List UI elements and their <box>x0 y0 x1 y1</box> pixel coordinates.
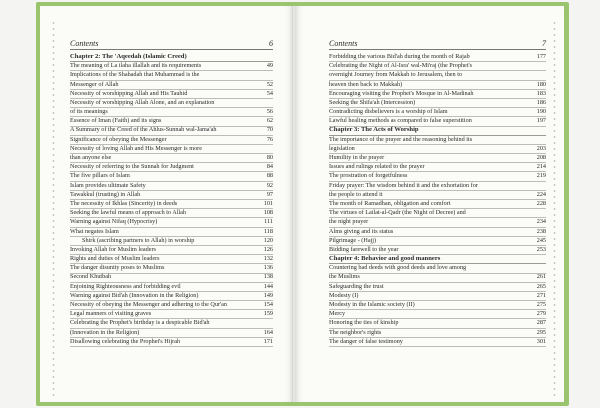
toc-entry <box>70 329 273 338</box>
toc-entry-title: Contradicting disbelievers is a worship of Islam <box>329 108 448 116</box>
toc-entry-title: The virtues of Lailat-al-Qadr (the Night of Decree) and <box>329 209 466 217</box>
toc-entry-title: Celebrating the Prophet's birthday is a despicable Bid'ah <box>70 319 210 327</box>
toc-entry-title: Chapter 4: Behavior and good manners <box>329 255 441 263</box>
toc-entry-page: 190 <box>536 108 546 116</box>
toc-entry <box>70 191 273 200</box>
toc-entry <box>329 154 546 163</box>
toc-entry <box>70 172 273 181</box>
toc-entry-title: Tawakkul (trusting) in Allah <box>70 190 141 198</box>
toc-entry <box>70 301 273 310</box>
toc-entry-title: Legal manners of visiting graves <box>70 310 152 318</box>
left-page <box>40 6 293 402</box>
chapter-heading <box>329 255 546 264</box>
toc-entry <box>329 200 546 209</box>
toc-entry-page: 126 <box>263 245 273 253</box>
toc-entry <box>329 163 546 172</box>
toc-entry-page: 183 <box>536 89 546 97</box>
toc-entry-page: 234 <box>536 218 546 226</box>
toc-entry-title: The danger of false testimony <box>329 337 403 345</box>
toc-entry <box>329 62 546 71</box>
toc-entry-title: Mercy <box>329 310 346 318</box>
toc-entry <box>329 246 546 255</box>
toc-entry-page: 80 <box>266 154 273 162</box>
toc-entry-title: Alms giving and its status <box>329 227 394 235</box>
toc-entry <box>70 218 273 227</box>
toc-entry-title: Humility in the prayer <box>329 154 385 162</box>
toc-entry <box>70 283 273 292</box>
toc-entry <box>329 99 546 108</box>
toc-entry <box>70 154 273 163</box>
toc-entry-page: 132 <box>263 255 273 263</box>
toc-entry-page: 56 <box>266 108 273 116</box>
toc-entry-title: The necessity of Ikhlas (Sincerity) in deeds <box>70 199 178 207</box>
toc-entry <box>70 127 273 136</box>
toc-entry-title: Warning against Bid'ah (Innovation in the Religion) <box>70 291 199 299</box>
toc-entry-page: 208 <box>536 154 546 162</box>
toc-entry <box>70 209 273 218</box>
toc-entry-title: Seeking the Shifa'ah (Intercession) <box>329 98 416 106</box>
toc-entry <box>329 172 546 181</box>
toc-entry-page: 136 <box>263 264 273 272</box>
toc-entry-page: 138 <box>263 273 273 281</box>
toc-entry-title: Essence of Iman (Faith) and its signs <box>70 117 162 125</box>
toc-entry-page: 97 <box>266 190 273 198</box>
toc-entry-title: Seeking the lawful means of approach to Allah <box>70 209 186 217</box>
toc-entry-title: Modesty (I) <box>329 291 359 299</box>
toc-entry-page: 287 <box>536 319 546 327</box>
toc-entry-title: A Summary of the Creed of the Ahlus-Sunnah wal-Jama'ah <box>70 126 217 134</box>
toc-entry-page: 84 <box>266 163 273 171</box>
toc-entry-title: Rights and duties of Muslim leaders <box>70 255 160 263</box>
toc-entry-page: 108 <box>263 209 273 217</box>
toc-entry <box>329 237 546 246</box>
toc-entry-page: 159 <box>263 310 273 318</box>
toc-entry-page: 271 <box>536 291 546 299</box>
toc-entry <box>329 90 546 99</box>
toc-entry <box>329 71 546 80</box>
toc-entry-page: 265 <box>536 282 546 290</box>
toc-entry-page: 214 <box>536 163 546 171</box>
toc-entry-page: 203 <box>536 144 546 152</box>
toc-entry-title: The prostration of forgetfulness <box>329 172 408 180</box>
toc-entry <box>70 108 273 117</box>
toc-entry <box>329 292 546 301</box>
toc-entry-page: 144 <box>263 282 273 290</box>
toc-entry-page: 261 <box>536 273 546 281</box>
toc-entry-title: The danger disunity poses to Muslims <box>70 264 165 272</box>
toc-entry-page: 295 <box>536 328 546 336</box>
toc-entry-page: 186 <box>536 98 546 106</box>
toc-entry-title: The month of Ramadhan, obligation and comfort <box>329 199 451 207</box>
toc-entry <box>329 117 546 126</box>
toc-entry-title: Encouraging visiting the Prophet's Mosque in Al-Madinah <box>329 89 474 97</box>
toc-entry-title: overnight Journey from Makkah to Jerusalem, then to <box>329 71 463 79</box>
toc-entry-page: 219 <box>536 172 546 180</box>
toc-entry <box>70 145 273 154</box>
toc-entry-title: Necessity of loving Allah and His Messenger is more <box>70 144 202 152</box>
toc-entry <box>70 62 273 71</box>
toc-entry <box>329 182 546 191</box>
toc-entry-title: (Innovation in the Religion) <box>70 328 140 336</box>
toc-entry <box>329 108 546 117</box>
toc-entry-title: Friday prayer: The wisdom behind it and the exhortation for <box>329 181 478 189</box>
toc-entry-title: What negates Islam <box>70 227 119 235</box>
toc-entry-title: Lawful healing methods as compared to false superstition <box>329 117 472 125</box>
toc-entry-title: Islam provides ultimate Safety <box>70 181 146 189</box>
toc-entry <box>329 191 546 200</box>
left-contents-list <box>70 53 273 347</box>
toc-entry <box>70 292 273 301</box>
toc-entry <box>329 145 546 154</box>
toc-entry-title: The neighbor's rights <box>329 328 382 336</box>
toc-entry-title: Necessity of referring to the Sunnah for Judgment <box>70 163 194 171</box>
toc-entry <box>329 319 546 328</box>
toc-entry-page: 279 <box>536 310 546 318</box>
right-contents-list <box>329 53 546 347</box>
toc-entry-page: 154 <box>263 301 273 309</box>
toc-entry-page: 238 <box>536 227 546 235</box>
toc-entry-title: Invoking Allah for Muslim leaders <box>70 245 156 253</box>
toc-entry-title: than anyone else <box>70 154 112 162</box>
toc-entry <box>70 200 273 209</box>
toc-entry <box>329 53 546 62</box>
toc-entry <box>329 218 546 227</box>
left-header-page-number: 6 <box>269 39 273 48</box>
toc-entry-title: The importance of the prayer and the reasoning behind its <box>329 135 473 143</box>
toc-entry-page: 111 <box>264 218 273 226</box>
toc-entry <box>70 237 273 246</box>
toc-entry-page: 245 <box>536 236 546 244</box>
toc-entry <box>329 264 546 273</box>
toc-entry-page: 177 <box>536 52 546 60</box>
toc-entry-page: 88 <box>266 172 273 180</box>
toc-entry <box>70 264 273 273</box>
toc-entry <box>70 71 273 80</box>
right-header-title: Contents <box>329 39 358 48</box>
toc-entry-page: 180 <box>536 80 546 88</box>
toc-entry-title: the people to attend it <box>329 190 383 198</box>
toc-entry-title: Messenger of Allah <box>70 80 119 88</box>
toc-entry <box>70 117 273 126</box>
toc-entry <box>329 228 546 237</box>
toc-entry <box>70 246 273 255</box>
toc-entry-title: Shirk (ascribing partners to Allah) in worship <box>82 236 195 244</box>
toc-entry-title: Pilgrimage - (Hajj) <box>329 236 377 244</box>
toc-entry-title: Enjoining Righteousness and forbidding evil <box>70 282 181 290</box>
toc-entry-title: Chapter 3: The Acts of Worship <box>329 126 419 134</box>
toc-entry-title: of its meanings <box>70 108 108 116</box>
page-edge-dots <box>553 20 556 400</box>
toc-entry-page: 52 <box>266 80 273 88</box>
right-page-header <box>329 36 546 50</box>
chapter-heading <box>329 127 546 136</box>
toc-entry-title: Honoring the ties of kinship <box>329 319 399 327</box>
toc-entry-page: 171 <box>263 337 273 345</box>
toc-entry <box>329 274 546 283</box>
toc-entry-title: Safeguarding the trust <box>329 282 384 290</box>
toc-entry-page: 49 <box>266 62 273 70</box>
toc-entry-title: Modesty in the Islamic society (II) <box>329 301 415 309</box>
toc-entry-page: 120 <box>263 236 273 244</box>
toc-entry-title: Chapter 2: The 'Aqeedah (Islamic Creed) <box>70 52 187 60</box>
toc-entry-title: Forbidding the various Bid'ah during the month of Rajab <box>329 52 470 60</box>
toc-entry-title: Necessity of obeying the Messenger and adhering to the Qur'an <box>70 301 227 309</box>
right-page <box>295 6 564 402</box>
toc-entry-page: 92 <box>266 181 273 189</box>
toc-entry-page: 253 <box>536 245 546 253</box>
toc-entry-title: Second Khutbah <box>70 273 112 281</box>
toc-entry-page: 62 <box>266 117 273 125</box>
page-edge-dots <box>52 20 55 400</box>
toc-entry <box>70 90 273 99</box>
right-header-page-number: 7 <box>542 39 546 48</box>
toc-entry-page: 54 <box>266 89 273 97</box>
toc-entry <box>329 301 546 310</box>
toc-entry <box>70 81 273 90</box>
toc-entry-title: Necessity of worshipping Allah Alone, and an explanation <box>70 98 215 106</box>
toc-entry-title: the Muslims <box>329 273 360 281</box>
toc-entry <box>329 81 546 90</box>
toc-entry <box>329 136 546 145</box>
toc-entry <box>70 338 273 347</box>
toc-entry-title: the night prayer <box>329 218 369 226</box>
toc-entry-title: Disallowing celebrating the Prophet's Hijrah <box>70 337 181 345</box>
toc-entry-page: 197 <box>536 117 546 125</box>
toc-entry <box>70 163 273 172</box>
toc-entry <box>70 274 273 283</box>
toc-entry-title: Celebrating the Night of Al-Isra' wal-Mi'raj (the Prophet's <box>329 62 473 70</box>
toc-entry-page: 164 <box>263 328 273 336</box>
toc-entry-page: 149 <box>263 291 273 299</box>
toc-entry-page: 301 <box>536 337 546 345</box>
toc-entry-title: Warning against Nifaq (Hypocrisy) <box>70 218 158 226</box>
toc-entry <box>70 310 273 319</box>
toc-entry-title: legislation <box>329 144 355 152</box>
toc-entry-title: The five pillars of Islam <box>70 172 130 180</box>
toc-entry-page: 224 <box>536 190 546 198</box>
left-page-header <box>70 36 273 50</box>
toc-entry-title: Bidding farewell to the year <box>329 245 399 253</box>
toc-entry-title: Necessity of worshipping Allah and His Tauhid <box>70 89 188 97</box>
toc-entry-title: heaven then back to Makkah) <box>329 80 403 88</box>
toc-entry <box>329 209 546 218</box>
toc-entry-page: 70 <box>266 126 273 134</box>
toc-entry <box>329 310 546 319</box>
toc-entry <box>329 329 546 338</box>
toc-entry-title: Countering bad deeds with good deeds and love among <box>329 264 467 272</box>
toc-entry-title: Significance of obeying the Messenger <box>70 135 167 143</box>
toc-entry-page: 101 <box>263 199 273 207</box>
left-header-title: Contents <box>70 39 99 48</box>
toc-entry-page: 228 <box>536 199 546 207</box>
toc-entry <box>70 136 273 145</box>
toc-entry-page: 76 <box>266 135 273 143</box>
toc-entry <box>329 283 546 292</box>
toc-entry <box>70 182 273 191</box>
toc-entry-page: 118 <box>263 227 273 235</box>
toc-entry <box>329 338 546 347</box>
toc-entry <box>70 99 273 108</box>
chapter-heading <box>70 53 273 62</box>
toc-entry-title: Issues and rulings related to the prayer <box>329 163 425 171</box>
toc-entry <box>70 255 273 264</box>
toc-entry-page: 275 <box>536 301 546 309</box>
toc-entry-title: Implications of the Shahadah that Muhammad is the <box>70 71 200 79</box>
toc-entry <box>70 319 273 328</box>
toc-entry-title: The meaning of La ilaha illallah and its requirements <box>70 62 202 70</box>
toc-entry <box>70 228 273 237</box>
